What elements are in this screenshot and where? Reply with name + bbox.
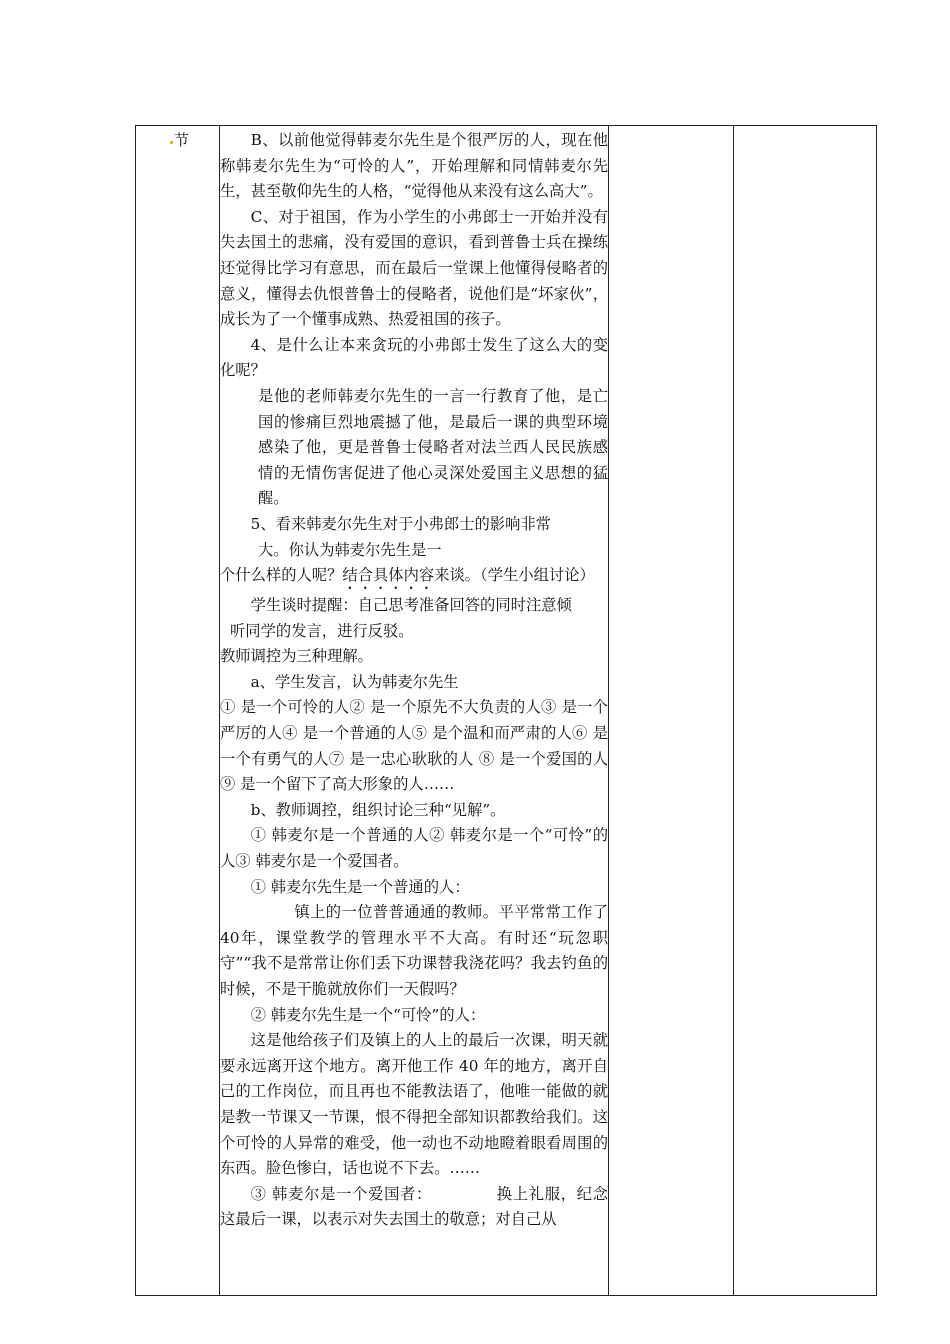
stage-cell — [170, 129, 189, 150]
stage-label: 节 — [174, 131, 190, 149]
paragraph: 5、看来韩麦尔先生对于小弗郎士的影响非常 — [250, 514, 551, 533]
paragraph: 学生谈时提醒：自己思考准备回答的同时注意倾 — [250, 596, 572, 615]
paragraph: ① 是一个可怜的人② 是一个原先不大负责的人③ 是一个严厉的人④ 是一个普通的人⑤ 是个温和而严肃的人⑥ 是一个有勇气的人⑦ 是一忠心耿耿的人 ⑧ 是一个爱国的人⑨ 是一个留下了高大形象的人…… — [220, 698, 608, 794]
column-divider — [733, 126, 734, 1295]
text-run: ③ 韩麦尔是一个爱国者： — [250, 1184, 433, 1203]
text-run: 个什么样的人呢？ — [220, 566, 343, 585]
paragraph: B、以前他觉得韩麦尔先生是个很严厉的人，现在他称韩麦尔先生为“可怜的人”，开始理解和同情韩麦尔先生，甚至敬仰先生的人格，“觉得他从来没有这么高大”。 — [220, 131, 608, 201]
paragraph: 教师调控为三种理解。 — [220, 647, 373, 666]
stage-column — [136, 126, 219, 1295]
paragraph: a、学生发言，认为韩麦尔先生 — [250, 672, 459, 691]
dot-mark-icon — [170, 141, 173, 144]
paragraph — [220, 1182, 608, 1233]
paragraph: 听同学的发言，进行反驳。 — [230, 621, 414, 640]
paragraph: ① 韩麦尔先生是一个普通的人： — [250, 877, 470, 896]
paragraph: 这是他给孩子们及镇上的人上的最后一次课，明天就要永远离开这个地方。离开他工作 40 年的地方，离开自己的工作岗位，而且再也不能教法语了，他唯一能做的就是教一节课又一节课，恨不得把全部知识都教给我们。这个可怜的人异常的难受，他一动也不动地瞪着眼看周围的东西。脸色惨白，话也说不下去。…… — [220, 1031, 608, 1178]
paragraph: C、对于祖国，作为小学生的小弗郎士一开始并没有失去国土的悲痛，没有爱国的意识，看到普鲁士兵在操练还觉得比学习有意思，而在最后一堂课上他懂得侵略者的意义，懂得去仇恨普鲁士的侵略者，说他们是“坏家伙”，成长为了一个懂事成熟、热爱祖国的孩子。 — [220, 207, 608, 329]
text-run: 镇上的一位普普通通的教师。平平常常工作了40年，课堂教学的管理水平不大高。有时还“玩忽职守”“我不是常常让你们丢下功课替我浇花吗？我去钓鱼的时候，不是干脆就放你们一天假吗？ — [220, 903, 608, 998]
column-divider — [608, 126, 609, 1295]
paragraph: 是他的老师韩麦尔先生的一言一行教育了他，是亡国的惨痛巨烈地震撼了他，是最后一课的典型环境感染了他，更是普鲁士侵略者对法兰西人民民族感情的无情伤害促进了他心灵深处爱国主义思想的猛醒。 — [258, 386, 608, 508]
teaching-content — [220, 128, 608, 1233]
emphasized-text: 结合具体内容 — [342, 566, 435, 585]
paragraph: ① 韩麦尔是一个普通的人② 韩麦尔是一个“可怜”的人③ 韩麦尔是一个爱国者。 — [220, 826, 608, 871]
paragraph: b、教师调控，组织讨论三种“见解”。 — [250, 800, 506, 819]
paragraph: ② 韩麦尔先生是一个“可怜”的人： — [250, 1005, 486, 1024]
paragraph: 4、是什么让本来贪玩的小弗郎士发生了这么大的变化呢？ — [220, 335, 608, 380]
paragraph — [220, 900, 608, 1002]
text-run: 来谈。（学生小组讨论） — [434, 566, 595, 585]
text-run: 换上礼服，纪念这最后一课，以表示对失去国土的敬意；对自己从 — [220, 1184, 608, 1229]
paragraph — [220, 563, 608, 593]
paragraph: 大。你认为韩麦尔先生是一 — [258, 540, 442, 559]
lesson-table — [135, 125, 877, 1296]
